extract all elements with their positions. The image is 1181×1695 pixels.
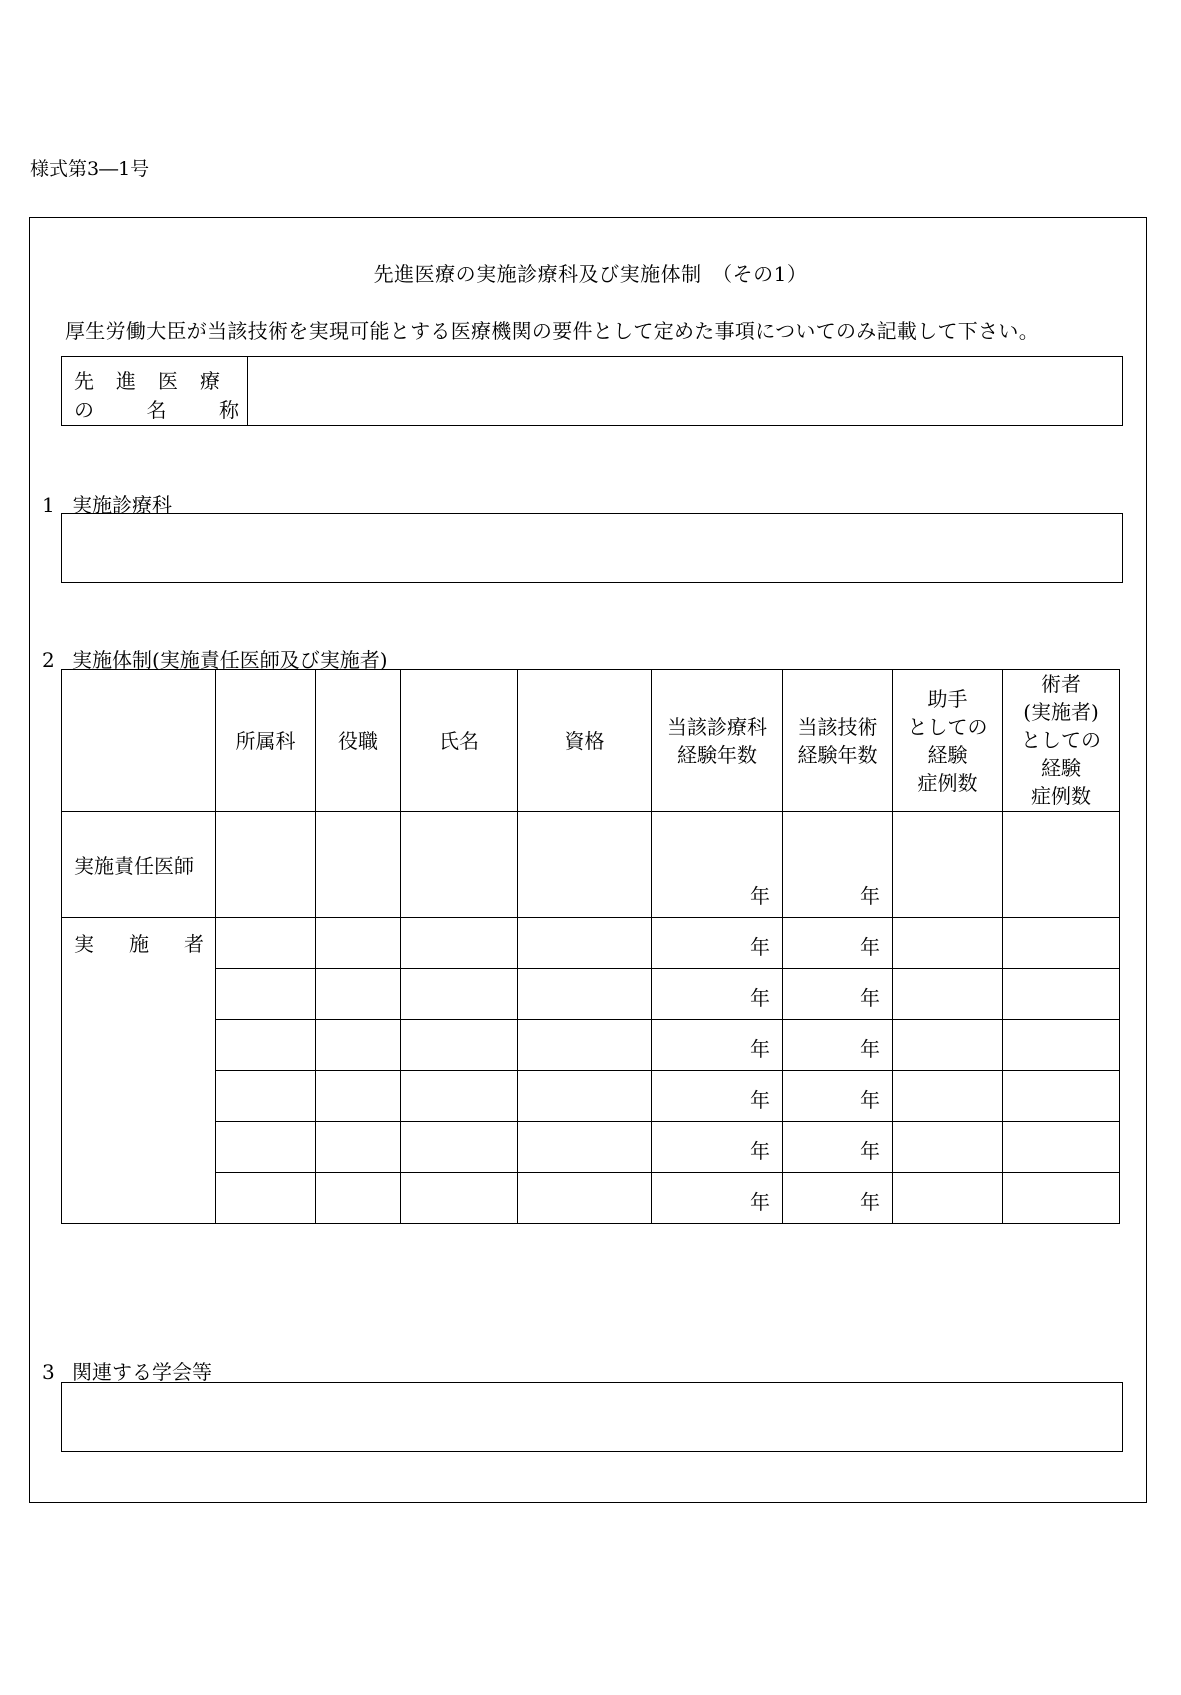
- cell-input[interactable]: [401, 969, 518, 1020]
- cell-dept-years[interactable]: 年: [652, 1122, 783, 1173]
- cell-dept-years[interactable]: 年: [652, 918, 783, 969]
- implementer-label: 実 施 者: [62, 918, 216, 1224]
- cell-input[interactable]: [518, 812, 652, 918]
- cell-input[interactable]: [1003, 918, 1120, 969]
- cell-input[interactable]: [401, 918, 518, 969]
- cell-input[interactable]: [216, 918, 316, 969]
- section3-heading: 3 関連する学会等: [42, 1360, 212, 1384]
- cell-dept-years[interactable]: 年: [652, 1173, 783, 1224]
- cell-tech-years[interactable]: 年: [783, 1071, 893, 1122]
- cell-tech-years[interactable]: 年: [783, 1122, 893, 1173]
- cell-input[interactable]: [401, 1071, 518, 1122]
- cell-input[interactable]: [1003, 1173, 1120, 1224]
- cell-input[interactable]: [316, 969, 401, 1020]
- staff-table: [61, 669, 1120, 1224]
- cell-input[interactable]: [893, 1071, 1003, 1122]
- cell-input[interactable]: [1003, 812, 1120, 918]
- cell-input[interactable]: [401, 1173, 518, 1224]
- header-dept-years: 当該診療科 経験年数: [652, 670, 783, 812]
- name-label-line1: 先進医療: [74, 369, 242, 393]
- cell-input[interactable]: [401, 1020, 518, 1071]
- cell-input[interactable]: [893, 969, 1003, 1020]
- cell-tech-years[interactable]: 年: [783, 1020, 893, 1071]
- cell-input[interactable]: [401, 812, 518, 918]
- table-row: [62, 918, 1120, 969]
- section1-heading: 1 実施診療科: [42, 493, 172, 517]
- cell-input[interactable]: [893, 812, 1003, 918]
- section3-input-box[interactable]: [61, 1382, 1123, 1452]
- cell-input[interactable]: [518, 1071, 652, 1122]
- cell-input[interactable]: [518, 1122, 652, 1173]
- medical-care-name-input[interactable]: [250, 357, 1122, 425]
- header-tech-years: 当該技術 経験年数: [783, 670, 893, 812]
- cell-input[interactable]: [893, 1020, 1003, 1071]
- cell-input[interactable]: [518, 1020, 652, 1071]
- cell-input[interactable]: [216, 812, 316, 918]
- header-assist-cases: 助手 としての 経験 症例数: [893, 670, 1003, 812]
- cell-dept-years[interactable]: 年: [652, 1020, 783, 1071]
- cell-input[interactable]: [893, 1173, 1003, 1224]
- header-blank: [62, 670, 216, 812]
- cell-input[interactable]: [216, 1020, 316, 1071]
- section2-heading: 2 実施体制(実施責任医師及び実施者): [42, 648, 388, 672]
- cell-input[interactable]: [216, 1071, 316, 1122]
- table-row-lead: [62, 812, 1120, 918]
- table-header-row: [62, 670, 1120, 812]
- cell-input[interactable]: [316, 1020, 401, 1071]
- cell-input[interactable]: [316, 918, 401, 969]
- cell-input[interactable]: [893, 918, 1003, 969]
- table-row: [62, 1122, 1120, 1173]
- cell-dept-years[interactable]: 年: [652, 1071, 783, 1122]
- medical-care-name-label: [62, 357, 248, 425]
- cell-input[interactable]: [1003, 1122, 1120, 1173]
- header-affiliation: 所属科: [216, 670, 316, 812]
- cell-dept-years[interactable]: 年: [652, 969, 783, 1020]
- cell-input[interactable]: [216, 969, 316, 1020]
- cell-input[interactable]: [316, 1173, 401, 1224]
- cell-input[interactable]: [216, 1122, 316, 1173]
- cell-tech-years[interactable]: 年: [783, 812, 893, 918]
- cell-tech-years[interactable]: 年: [783, 1173, 893, 1224]
- cell-tech-years[interactable]: 年: [783, 969, 893, 1020]
- table-row: [62, 1071, 1120, 1122]
- cell-input[interactable]: [1003, 969, 1120, 1020]
- cell-dept-years[interactable]: 年: [652, 812, 783, 918]
- lead-physician-label: 実施責任医師: [62, 812, 216, 918]
- header-operator-cases: 術者 (実施者) としての 経験 症例数: [1003, 670, 1120, 812]
- table-row: [62, 1020, 1120, 1071]
- medical-care-name-field: [61, 356, 1123, 426]
- header-name: 氏名: [401, 670, 518, 812]
- name-label-line2: の 名 称: [74, 398, 239, 422]
- cell-input[interactable]: [401, 1122, 518, 1173]
- table-row: [62, 969, 1120, 1020]
- cell-input[interactable]: [316, 1122, 401, 1173]
- cell-input[interactable]: [1003, 1071, 1120, 1122]
- cell-input[interactable]: [316, 812, 401, 918]
- cell-input[interactable]: [518, 918, 652, 969]
- cell-input[interactable]: [316, 1071, 401, 1122]
- cell-input[interactable]: [1003, 1020, 1120, 1071]
- form-number: 様式第3―1号: [30, 158, 150, 180]
- header-position: 役職: [316, 670, 401, 812]
- instruction-text: 厚生労働大臣が当該技術を実現可能とする医療機関の要件として定めた事項についてのみ記載して下さい。: [65, 319, 1039, 343]
- cell-input[interactable]: [893, 1122, 1003, 1173]
- cell-input[interactable]: [518, 1173, 652, 1224]
- cell-input[interactable]: [518, 969, 652, 1020]
- table-row: [62, 1173, 1120, 1224]
- header-qualification: 資格: [518, 670, 652, 812]
- cell-input[interactable]: [216, 1173, 316, 1224]
- page-title: 先進医療の実施診療科及び実施体制 （その1）: [373, 262, 808, 286]
- section1-input-box[interactable]: [61, 513, 1123, 583]
- cell-tech-years[interactable]: 年: [783, 918, 893, 969]
